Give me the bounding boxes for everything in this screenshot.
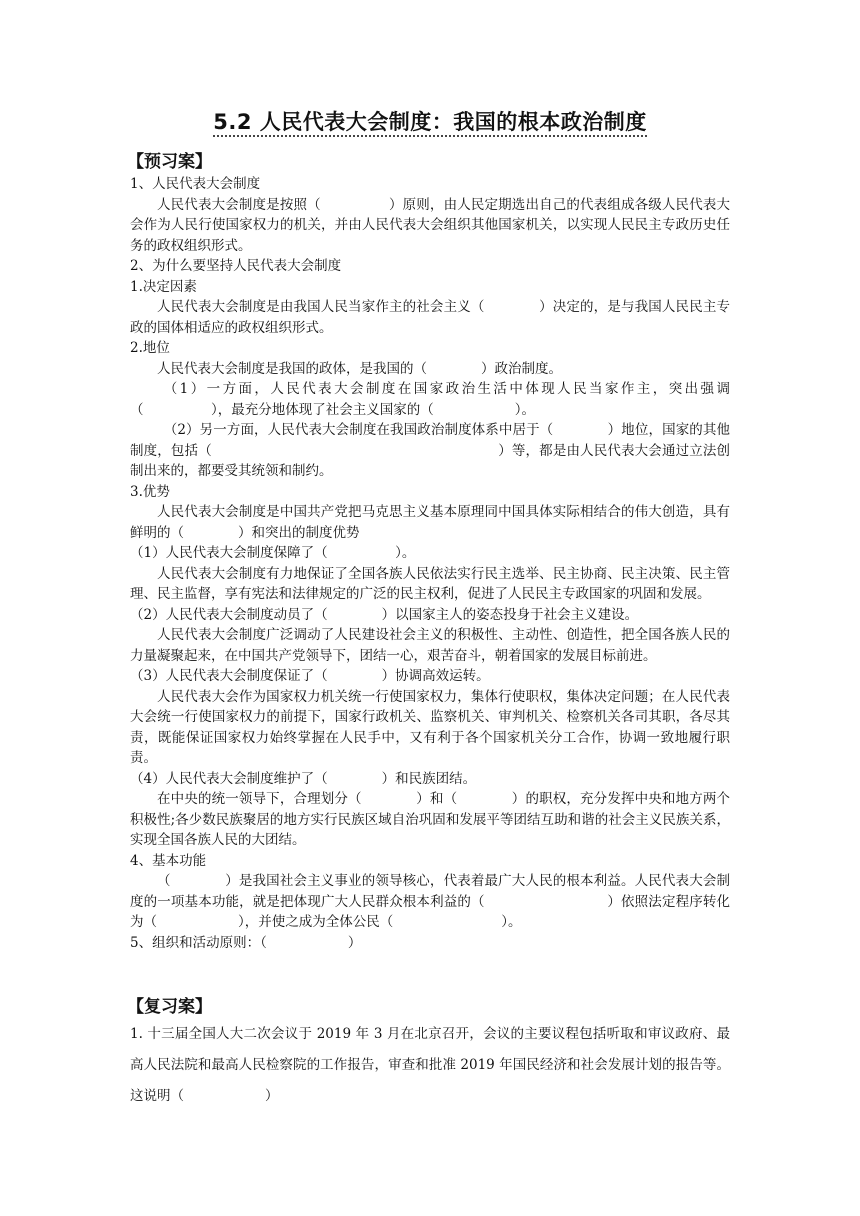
worksheet-content (127, 150, 730, 1112)
paragraph: 人民代表大会制度是我国的政体，是我国的（ ）政治制度。 (157, 360, 562, 377)
paragraph: （3）人民代表大会制度保证了（ ）协调高效运转。 (130, 668, 490, 684)
paragraph: 人民代表大会制度是由我国人民当家作主的社会主义（ ）决定的，是与我国人民民主专政的国体相适应的政权组织形式。 (130, 299, 730, 336)
paragraph: （1）人民代表大会制度保障了（ ）。 (130, 545, 416, 561)
paragraph: 1. 十三届全国人大二次会议于 2019 年 3 月在北京召开，会议的主要议程包括听取和审议政府、最高人民法院和最高人民检察院的工作报告，审查和批准 2019 年国民经济和社会发展计划的报告等。这说明（ ） (130, 1026, 730, 1104)
paragraph: （4）人民代表大会制度维护了（ ）和民族团结。 (130, 770, 477, 787)
review-section (130, 1019, 730, 1112)
paragraph: （ ）是我国社会主义事业的领导核心，代表着最广大人民的根本利益。人民代表大会制度的一项基本功能，就是把体现广大人民群众根本利益的（ ）依照法定程序转化为（ ），并使之成为全体公民（ ）。 (130, 873, 730, 930)
paragraph: （2）另一方面，人民代表大会制度在我国政治制度体系中居于（ ）地位，国家的其他制度，包括（ ）等，都是由人民代表大会通过立法创制出来的，都要受其统领和制约。 (130, 422, 730, 479)
paragraph: 2、为什么要坚持人民代表大会制度 (130, 258, 342, 274)
paragraph: 人民代表大会制度是按照（ ）原则，由人民定期选出自己的代表组成各级人民代表大会作为人民行使国家权力的机关，并由人民代表大会组织其他国家机关，以实现人民民主专政历史任务的政权组织形式。 (130, 196, 730, 254)
paragraph: 3.优势 (130, 483, 170, 500)
paragraph: 1、人民代表大会制度 (130, 176, 261, 192)
paragraph: 4、基本功能 (130, 852, 207, 869)
page-title: 5.2 人民代表大会制度：我国的根本政治制度 (0, 106, 860, 136)
paragraph: 人民代表大会作为国家权力机关统一行使国家权力，集体行使职权，集体决定问题；在人民代表大会统一行使国家权力的前提下，国家行政机关、监察机关、审判机关、检察机关各司其职，各尽其责，既能保证国家权力始终掌握在人民手中，又有利于各个国家机关分工合作，协调一致地履行职责。 (130, 688, 730, 766)
paragraph: （1）一方面，人民代表大会制度在国家政治生活中体现人民当家作主，突出强调（ ），最充分地体现了社会主义国家的（ ）。 (130, 381, 730, 418)
review-heading: 【复习案】 (127, 997, 212, 1017)
paragraph: 在中央的统一领导下，合理划分（ ）和（ ）的职权，充分发挥中央和地方两个积极性;各少数民族聚居的地方实行民族区域自治巩固和发展平等团结互助和谐的社会主义民族关系，实现全国各族人民的大团结。 (130, 791, 730, 848)
paragraph: 人民代表大会制度是中国共产党把马克思主义基本原理同中国具体实际相结合的伟大创造，具有鲜明的（ ）和突出的制度优势 (130, 504, 730, 541)
paragraph: 人民代表大会制度广泛调动了人民建设社会主义的积极性、主动性、创造性，把全国各族人民的力量凝聚起来，在中国共产党领导下，团结一心，艰苦奋斗，朝着国家的发展目标前进。 (130, 627, 730, 664)
paragraph: 人民代表大会制度有力地保证了全国各族人民依法实行民主选举、民主协商、民主决策、民主管理、民主监督，享有宪法和法律规定的广泛的民主权利，促进了人民民主专政国家的巩固和发展。 (130, 565, 730, 602)
paragraph: （2）人民代表大会制度动员了（ ）以国家主人的姿态投身于社会主义建设。 (130, 606, 639, 623)
paragraph: 1.决定因素 (130, 278, 197, 295)
paragraph: 2.地位 (130, 340, 170, 356)
preview-section (130, 174, 730, 953)
preview-heading: 【预习案】 (127, 152, 212, 172)
paragraph: 5、组织和活动原则：（ ） (130, 934, 362, 951)
